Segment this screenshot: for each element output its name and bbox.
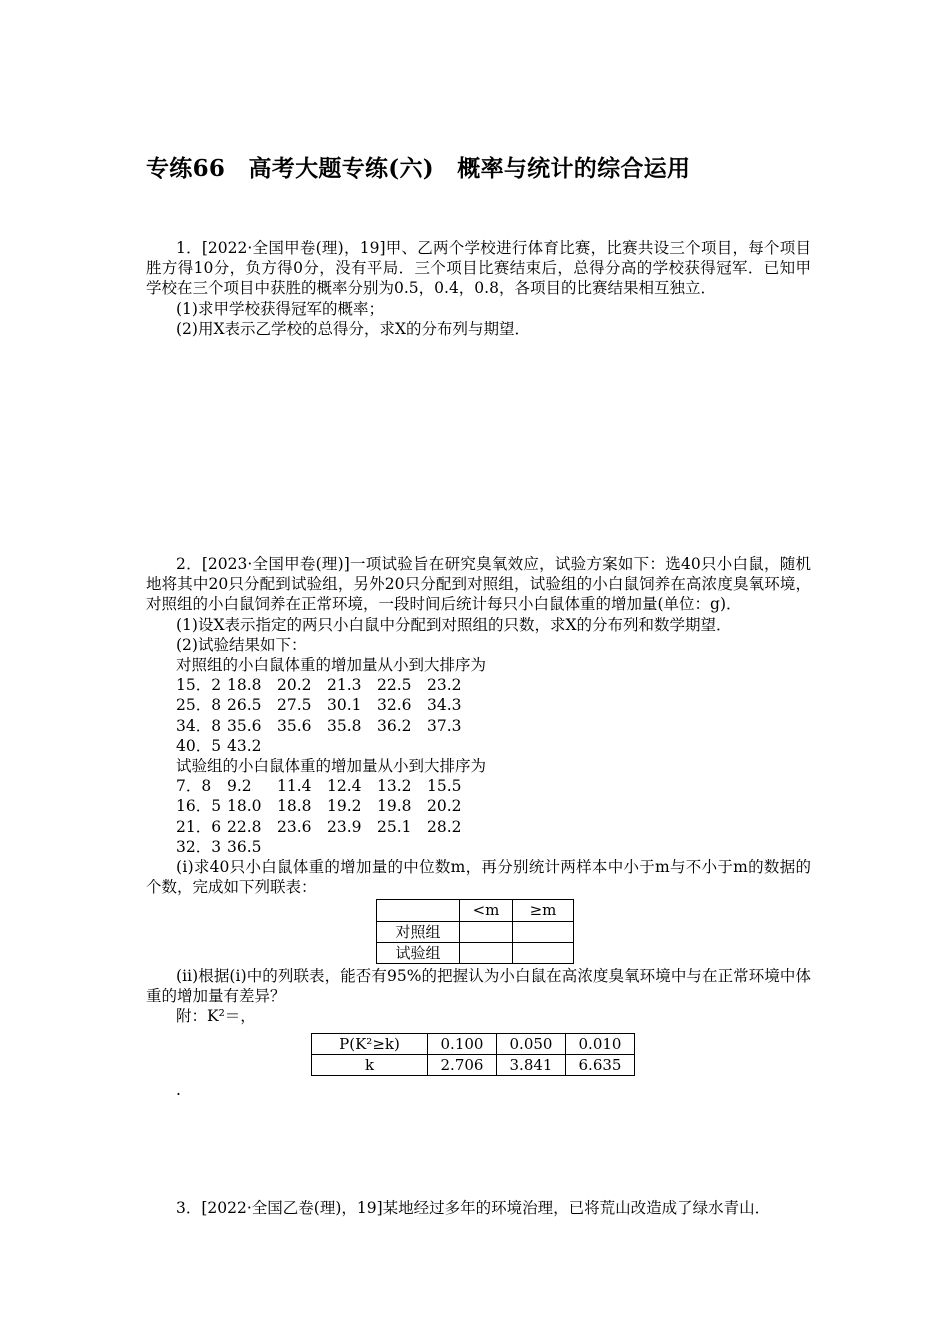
data-value: 26.5 [227,696,262,715]
table-row [377,921,574,942]
page-title: 专练66 高考大题专练(六) 概率与统计的综合运用 [146,155,691,182]
data-row [146,837,811,857]
data-value: 36.2 [377,716,412,735]
data-value: 19.2 [327,797,362,816]
data-value: 21．6 [176,817,222,836]
table-row [377,942,574,963]
data-value: 32．3 [176,837,222,856]
table-header: k [312,1054,428,1075]
data-row [146,736,811,756]
question-2-part-i: (ⅰ)求40只小白鼠体重的增加量的中位数m，再分别统计两样本中小于m与不小于m的数据的个数，完成如下列联表： [146,858,811,897]
table-header: <m [460,900,513,921]
data-row [146,695,811,715]
question-2-part-ii: (ⅱ)根据(ⅰ)中的列联表，能否有95%的把握认为小白鼠在高浓度臭氧环境中与在正常环境中体重的增加量有差异？ [146,967,811,1006]
data-value: 35.6 [277,716,312,735]
data-value: 34．8 [176,716,222,735]
question-2-part-1: (1)设X表示指定的两只小白鼠中分配到对照组的只数，求X的分布列和数学期望． [176,615,732,634]
contingency-table [376,899,574,964]
data-value: 25.1 [377,817,412,836]
trailing-dot: . [176,1081,181,1100]
data-value: 30.1 [327,696,362,715]
data-value: 34.3 [427,696,462,715]
question-2 [146,554,811,1100]
data-value: 11.4 [277,777,312,796]
data-value: 13.2 [377,777,412,796]
data-value: 18.0 [227,797,262,816]
question-1-part-2: (2)用X表示乙学校的总得分，求X的分布列与期望． [176,319,531,338]
table-cell: 对照组 [377,921,460,942]
data-value: 36.5 [227,837,262,856]
table-cell [377,900,460,921]
question-3 [146,1198,811,1218]
test-data [146,776,811,857]
data-value: 15.5 [427,777,462,796]
data-value: 22.5 [377,676,412,695]
table-cell [460,921,513,942]
data-row [146,776,811,796]
table-cell [513,921,574,942]
data-row [146,675,811,695]
appendix-formula: 附：K²＝， [176,1007,256,1026]
data-value: 12.4 [327,777,362,796]
table-header: P(K²≥k) [312,1033,428,1054]
data-value: 35.8 [327,716,362,735]
table-header: ≥m [513,900,574,921]
question-1-stem: 1．[2022·全国甲卷(理)，19]甲、乙两个学校进行体育比赛，比赛共设三个项目，每个项目胜方得10分，负方得0分，没有平局．三个项目比赛结束后，总得分高的学校获得冠军．已知甲学校在三个项目中获胜的概率分别为0.5，0.4，0.8，各项目的比赛结果相互独立． [146,239,811,298]
question-2-part-2: (2)试验结果如下： [176,635,307,654]
data-value: 15．2 [176,676,222,695]
control-data [146,675,811,756]
question-1-part-1: (1)求甲学校获得冠军的概率； [176,299,384,318]
test-group-label: 试验组的小白鼠体重的增加量从小到大排序为 [176,757,487,776]
table-row [377,900,574,921]
data-value: 19.8 [377,797,412,816]
table-cell: 试验组 [377,942,460,963]
table-cell: 3.841 [497,1054,566,1075]
data-row [146,716,811,736]
data-value: 20.2 [277,676,312,695]
data-value: 23.9 [327,817,362,836]
data-row [146,796,811,816]
data-value: 23.2 [427,676,462,695]
table-cell: 0.100 [428,1033,497,1054]
data-row [146,817,811,837]
data-value: 9.2 [227,777,252,796]
data-value: 27.5 [277,696,312,715]
table-cell: 0.050 [497,1033,566,1054]
data-value: 22.8 [227,817,262,836]
data-value: 18.8 [227,676,262,695]
table-cell [460,942,513,963]
data-value: 43.2 [227,736,262,755]
data-value: 25．8 [176,696,222,715]
data-value: 21.3 [327,676,362,695]
control-group-label: 对照组的小白鼠体重的增加量从小到大排序为 [176,656,487,675]
data-value: 35.6 [227,716,262,735]
question-2-stem: 2．[2023·全国甲卷(理)]一项试验旨在研究臭氧效应，试验方案如下：选40只小白鼠，随机地将其中20只分配到试验组，另外20只分配到对照组，试验组的小白鼠饲养在高浓度臭氧环境，对照组的小白鼠饲养在正常环境，一段时间后统计每只小白鼠体重的增加量(单位：g)． [146,555,811,614]
data-value: 32.6 [377,696,412,715]
question-1 [146,238,811,339]
table-cell: 0.010 [566,1033,635,1054]
data-value: 37.3 [427,716,462,735]
data-value: 18.8 [277,797,312,816]
question-3-stem: 3．[2022·全国乙卷(理)，19]某地经过多年的环境治理，已将荒山改造成了绿水青山． [176,1199,771,1217]
data-value: 16．5 [176,797,222,816]
data-value: 20.2 [427,797,462,816]
data-value: 7．8 [176,777,212,796]
data-value: 23.6 [277,817,312,836]
table-cell: 2.706 [428,1054,497,1075]
table-row [312,1054,635,1075]
critical-value-table [311,1033,635,1076]
table-cell [513,942,574,963]
table-cell: 6.635 [566,1054,635,1075]
data-value: 40．5 [176,736,222,755]
data-value: 28.2 [427,817,462,836]
table-row [312,1033,635,1054]
